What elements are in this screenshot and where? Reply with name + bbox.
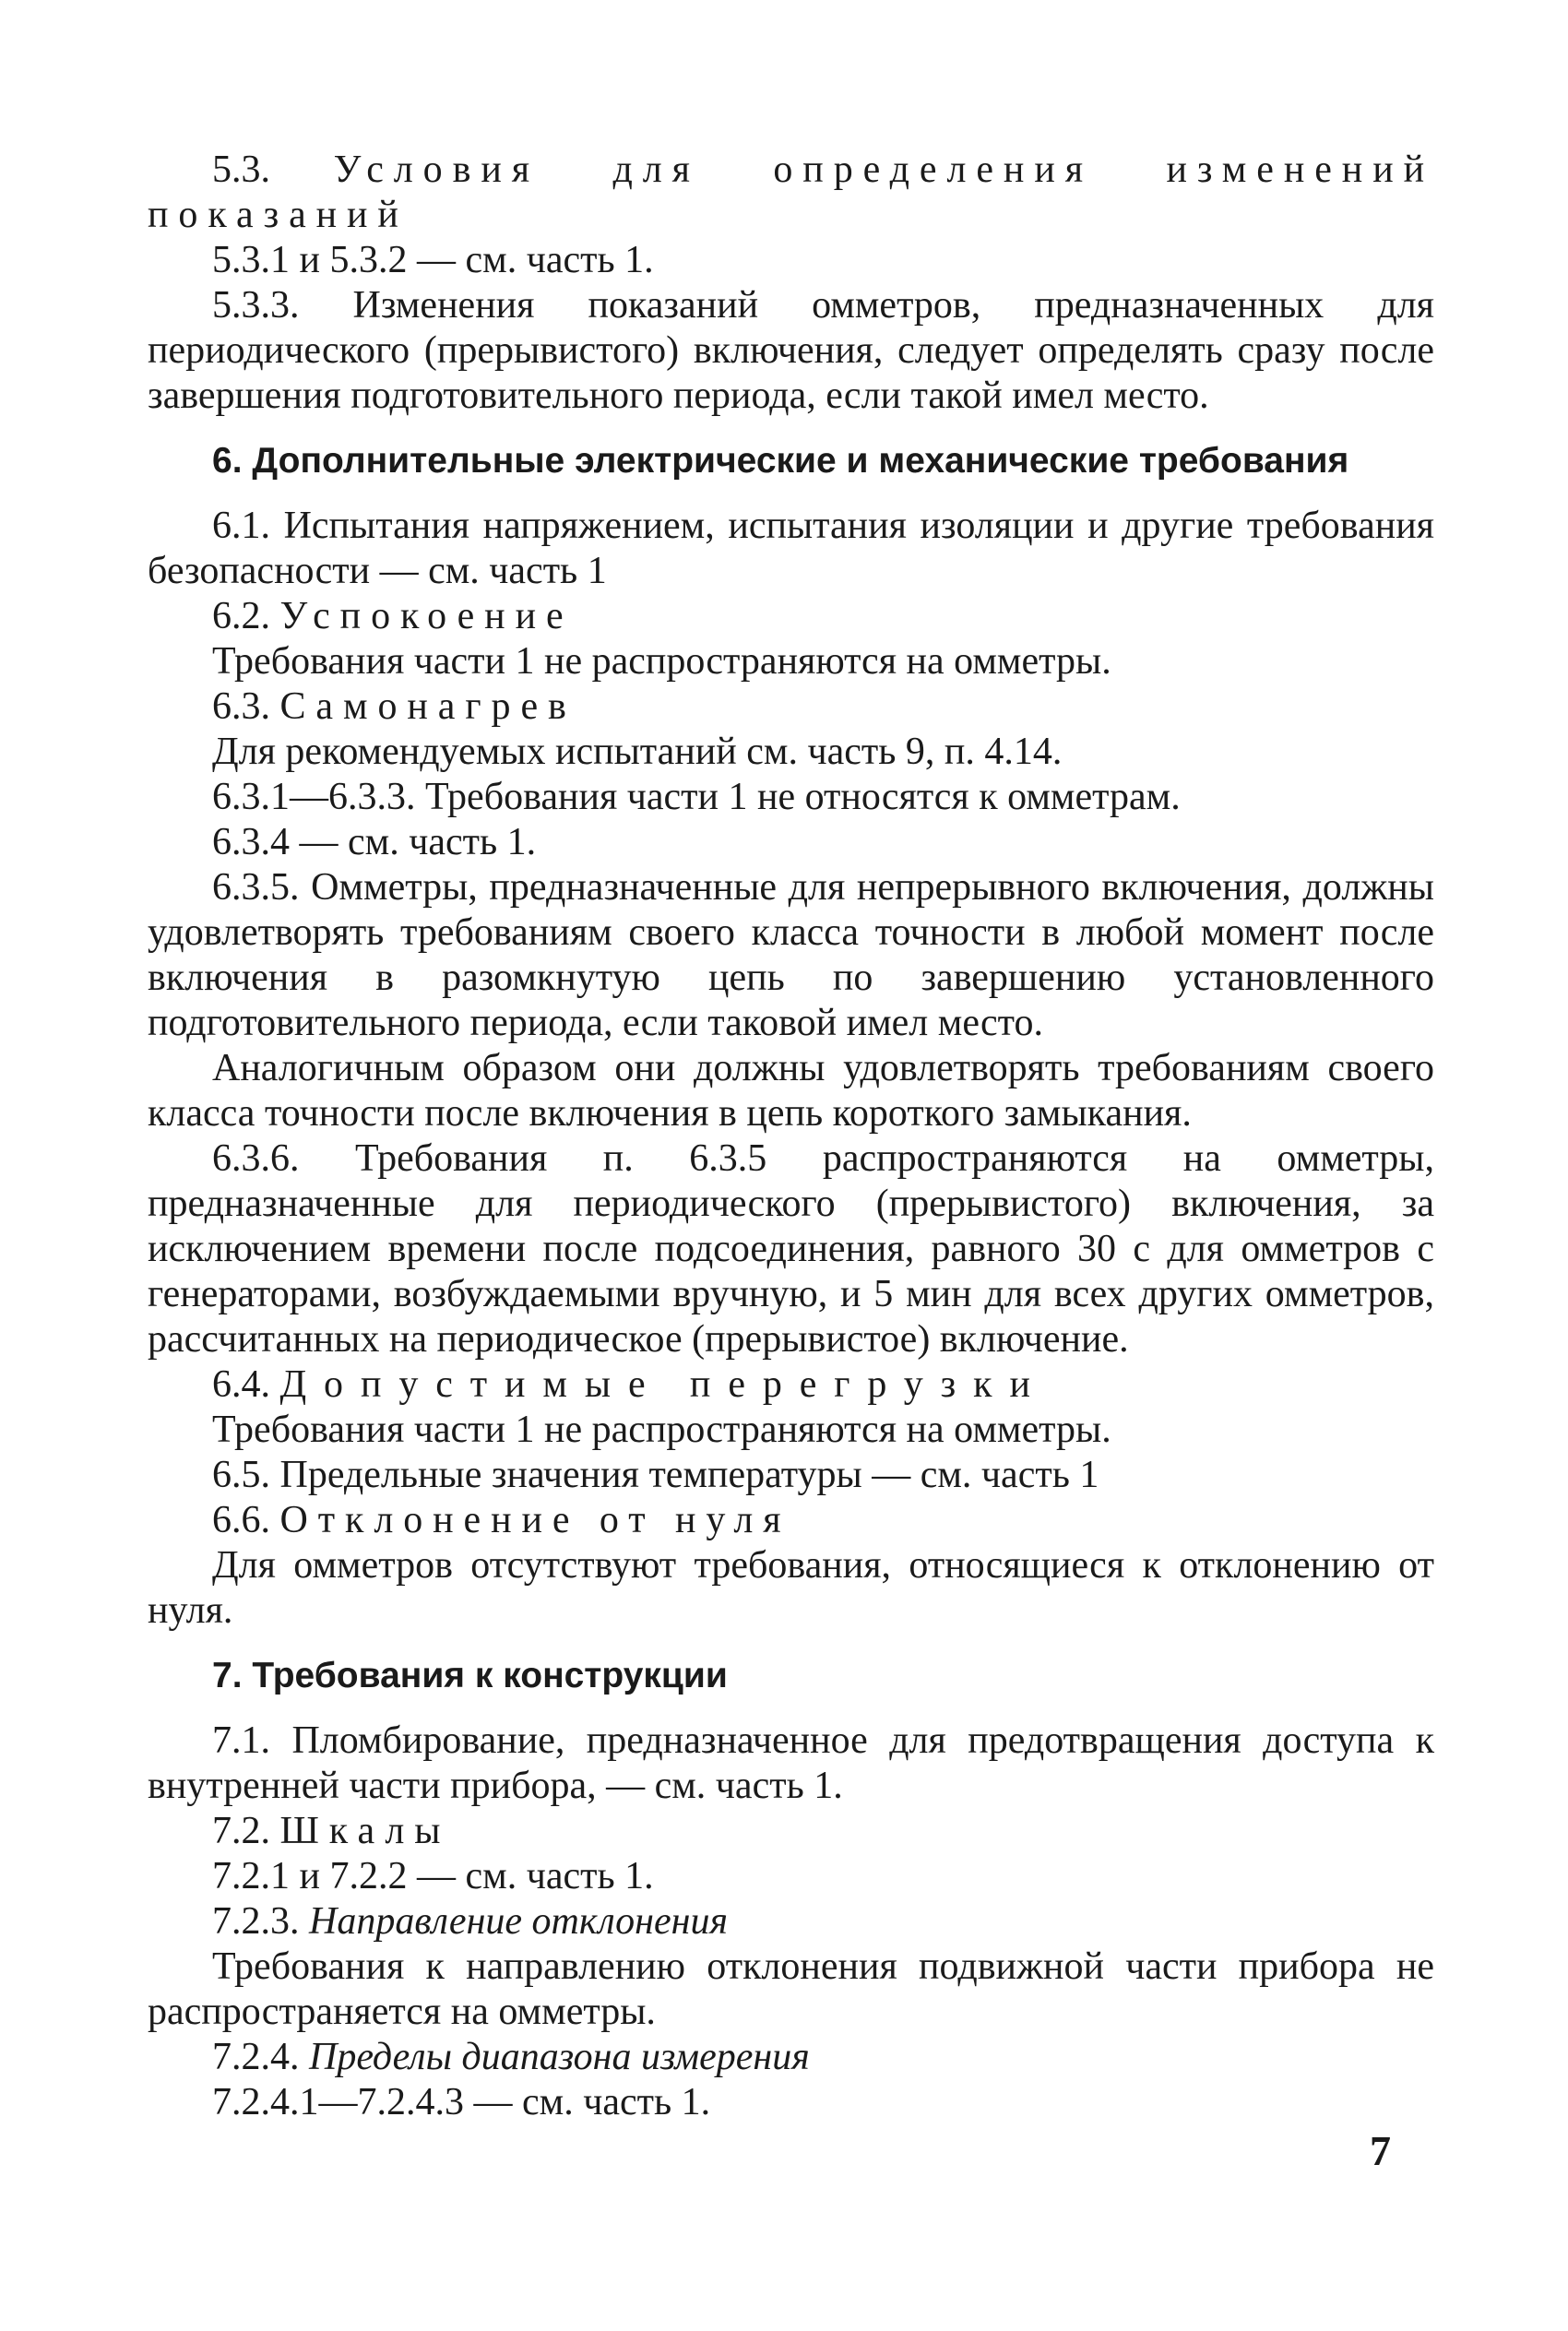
clause-6-4 bbox=[148, 1362, 1434, 1408]
clause-6-3-5: 6.3.5. Омметры, предназначенные для непрерывного включения, должны удовлетворять требованиям своего класса точности в любой момент после включения в разомкнутую цепь по завершению установленного подготовительного периода, если таковой имел место. bbox=[148, 866, 1434, 1044]
clause-number: 7.2. bbox=[212, 1810, 270, 1852]
clause-7-2-4 bbox=[148, 2035, 1434, 2080]
clause-number: 6.6. bbox=[212, 1499, 270, 1541]
page-number: 7 bbox=[1370, 2127, 1391, 2174]
clause-6-3-5-b: Аналогичным образом они должны удовлетворять требованиям своего класса точности после включения в цепь короткого замыкания. bbox=[148, 1047, 1434, 1135]
clause-title: Шкалы bbox=[279, 1810, 451, 1852]
clause-5-3 bbox=[148, 148, 1434, 238]
clause-6-1: 6.1. Испытания напряжением, испытания изоляции и другие требования безопасности — см. часть 1 bbox=[148, 505, 1434, 592]
clause-title: Допустимые перегрузки bbox=[279, 1363, 1048, 1406]
clause-6-2 bbox=[148, 594, 1434, 639]
clause-7-2-1: 7.2.1 и 7.2.2 — см. часть 1. bbox=[212, 1855, 654, 1897]
clause-title: Успокоение bbox=[279, 595, 574, 637]
document-page bbox=[148, 148, 1434, 2125]
clause-7-2-3 bbox=[148, 1899, 1434, 1944]
clause-6-4-text: Требования части 1 не распространяются на омметры. bbox=[212, 1409, 1111, 1451]
clause-6-3 bbox=[148, 684, 1434, 730]
clause-number: 7.2.4. bbox=[212, 2036, 300, 2078]
clause-5-3-1: 5.3.1 и 5.3.2 — см. часть 1. bbox=[212, 239, 654, 281]
section-6-heading: 6. Дополнительные электрические и механические требования bbox=[212, 441, 1349, 481]
clause-number: 6.3. bbox=[212, 685, 270, 728]
clause-7-2-4-1: 7.2.4.1—7.2.4.3 — см. часть 1. bbox=[212, 2081, 711, 2123]
clause-7-2 bbox=[148, 1809, 1434, 1854]
clause-title: Условия для определения изменений показаний bbox=[148, 149, 1434, 236]
clause-number: 6.2. bbox=[212, 595, 270, 637]
clause-6-3-6: 6.3.6. Требования п. 6.3.5 распространяются на омметры, предназначенные для периодического (прерывистого) включения, за исключением времени после подсоединения, равного 30 с для омметров с генераторами, возбуждаемыми вручную, и 5 мин для всех других омметров, рассчитанных на периодическое (прерывистое) включение. bbox=[148, 1137, 1434, 1361]
clause-6-2-text: Требования части 1 не распространяются на омметры. bbox=[212, 640, 1111, 683]
clause-7-2-3-text: Требования к направлению отклонения подвижной части прибора не распространяется на омметры. bbox=[148, 1945, 1434, 2033]
clause-number: 6.4. bbox=[212, 1363, 270, 1406]
clause-title: Самонагрев bbox=[279, 685, 576, 728]
clause-6-3-text: Для рекомендуемых испытаний см. часть 9, п. 4.14. bbox=[212, 731, 1063, 773]
clause-title: Направление отклонения bbox=[309, 1900, 729, 1943]
clause-6-3-4: 6.3.4 — см. часть 1. bbox=[212, 821, 537, 863]
clause-6-5: 6.5. Предельные значения температуры — см. часть 1 bbox=[212, 1454, 1099, 1496]
clause-title: Отклонение от нуля bbox=[279, 1499, 791, 1541]
clause-number: 5.3. bbox=[212, 149, 270, 191]
clause-6-6-text: Для омметров отсутствуют требования, относящиеся к отклонению от нуля. bbox=[148, 1544, 1434, 1632]
clause-6-3-1: 6.3.1—6.3.3. Требования части 1 не относятся к омметрам. bbox=[212, 776, 1181, 818]
clause-title: Пределы диапазона измерения bbox=[309, 2036, 810, 2078]
clause-7-1: 7.1. Пломбирование, предназначенное для предотвращения доступа к внутренней части прибора, — см. часть 1. bbox=[148, 1719, 1434, 1807]
clause-5-3-3: 5.3.3. Изменения показаний омметров, предназначенных для периодического (прерывистого) включения, следует определять сразу после завершения подготовительного периода, если такой имел место. bbox=[148, 284, 1434, 417]
clause-6-6 bbox=[148, 1498, 1434, 1543]
clause-number: 7.2.3. bbox=[212, 1900, 300, 1943]
section-7-heading: 7. Требования к конструкции bbox=[212, 1656, 728, 1695]
